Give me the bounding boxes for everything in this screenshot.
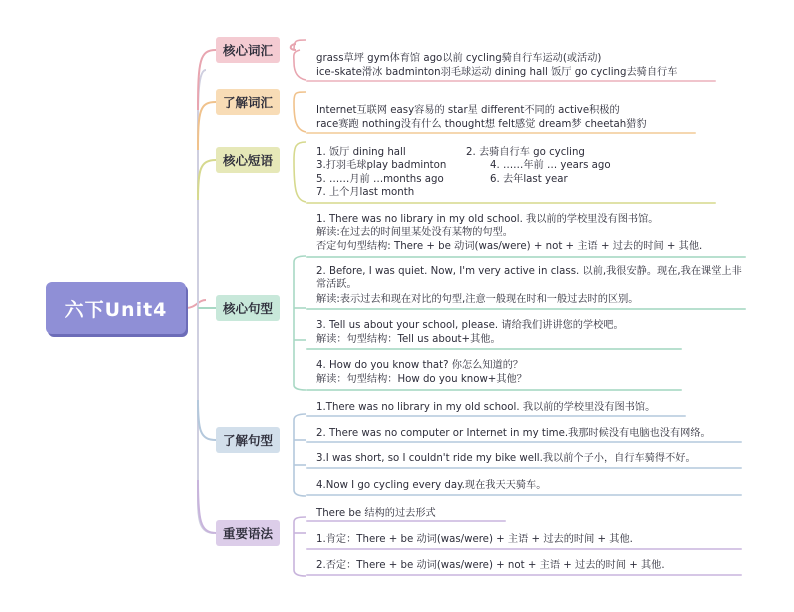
divider — [306, 202, 716, 204]
divider — [306, 548, 742, 550]
branch-label: 核心句型 — [222, 301, 273, 316]
divider — [306, 308, 746, 310]
branch-label: 重要语法 — [222, 526, 273, 541]
divider — [306, 415, 686, 417]
sentence-line: 4. How do you know that? 你怎么知道的？ — [316, 360, 524, 371]
sentence-line: 2. There was no computer or Internet in my time.我那时候没有电脑也没有网络。 — [316, 428, 711, 439]
branch-label: 核心词汇 — [222, 43, 273, 58]
phrase-item: 2. 去骑自行车 go cycling — [466, 147, 585, 158]
sentence-note: 否定句句型结构: There + be 动词(was/were) + not + 主语 + 过去的时间 + 其他. — [316, 241, 703, 252]
root-topic — [46, 282, 186, 334]
branch-core-sentences — [216, 295, 280, 321]
divider — [306, 441, 742, 443]
phrase-item: 6. 去年last year — [490, 174, 568, 185]
sentence-note: 解读：句型结构：Tell us about+其他。 — [316, 334, 501, 345]
divider — [306, 256, 746, 258]
branch-label: 了解词汇 — [222, 95, 273, 110]
vocab-line: Internet互联网 easy容易的 star星 different不同的 active积极的 — [316, 105, 620, 116]
branch-label: 了解句型 — [222, 433, 273, 448]
sentence-line: 1. There was no library in my old school. 我以前的学校里没有图书馆。 — [316, 214, 659, 225]
phrase-item: 4. ……年前 … years ago — [490, 160, 611, 171]
phrase-item: 7. 上个月last month — [316, 187, 415, 198]
branch-core-vocabulary — [216, 37, 280, 63]
phrase-item: 5. ……月前 …months ago — [316, 174, 444, 185]
divider — [306, 574, 742, 576]
sentence-line: 1.There was no library in my old school. 我以前的学校里没有图书馆。 — [316, 402, 656, 413]
divider — [306, 132, 696, 134]
grammar-line: 1.肯定：There + be 动词(was/were) + 主语 + 过去的时间 + 其他. — [316, 534, 633, 545]
sentence-line: 3.I was short, so I couldn't ride my bike well.我以前个子小，自行车骑得不好。 — [316, 453, 696, 464]
sentence-note: 解读：句型结构：How do you know+其他？ — [316, 374, 527, 385]
sentence-line: 2. Before, I was quiet. Now, I'm very active in class. 以前,我很安静。现在,我在课堂上非常活跃。 — [316, 266, 742, 290]
sentence-note: 解读:表示过去和现在对比的句型,注意一般现在时和一般过去时的区别。 — [316, 294, 639, 305]
branch-label: 核心短语 — [222, 153, 273, 168]
vocab-line: race赛跑 nothing没有什么 thought想 felt感觉 dream梦 cheetah猎豹 — [316, 119, 647, 130]
grammar-line: 2.否定：There + be 动词(was/were) + not + 主语 + 过去的时间 + 其他. — [316, 560, 665, 571]
divider — [306, 80, 716, 82]
root-title: 六下Unit4 — [64, 298, 168, 321]
branch-core-phrases — [216, 147, 280, 173]
branch-extra-vocabulary — [216, 89, 280, 115]
divider — [306, 520, 506, 522]
divider — [306, 494, 742, 496]
divider — [306, 348, 682, 350]
vocab-line: grass草坪 gym体育馆 ago以前 cycling骑自行车运动(或活动) — [316, 53, 602, 64]
divider — [306, 389, 682, 391]
branch-key-grammar — [216, 520, 280, 546]
divider — [306, 467, 742, 469]
phrase-item: 1. 饭厅 dining hall — [316, 147, 406, 158]
sentence-line: 3. Tell us about your school, please. 请给我们讲讲您的学校吧。 — [316, 320, 624, 331]
phrase-item: 3.打羽毛球play badminton — [316, 160, 447, 171]
sentence-line: 4.Now I go cycling every day.现在我天天骑车。 — [316, 480, 547, 491]
grammar-heading: There be 结构的过去形式 — [316, 508, 436, 519]
vocab-line: ice-skate滑冰 badminton羽毛球运动 dining hall 饭厅 go cycling去骑自行车 — [316, 67, 678, 78]
branch-extra-sentences — [216, 427, 280, 453]
sentence-note: 解读:在过去的时间里某处没有某物的句型。 — [316, 227, 513, 238]
